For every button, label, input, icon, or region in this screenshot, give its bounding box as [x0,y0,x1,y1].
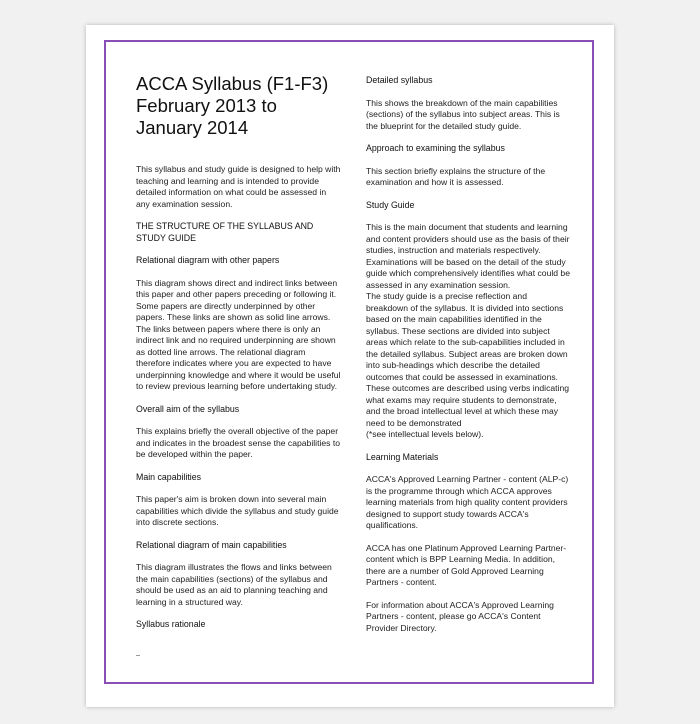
stray-mark [136,655,140,656]
paragraph-approach: This section briefly explains the structure of the examination and how it is assessed. [366,165,546,187]
intro-paragraph: This syllabus and study guide is designed to help with teaching and learning and is intended to provide detailed information on what could be assessed in any examination session. [136,164,341,209]
heading-study-guide: Study Guide [366,199,415,210]
heading-structure: THE STRUCTURE OF THE SYLLABUS AND STUDY GUIDE [136,221,314,243]
paragraph-detailed-syllabus: This shows the breakdown of the main capabilities (sections) of the syllabus into subject areas. This is the blueprint for the detailed study guide. [366,97,560,131]
left-column [136,73,341,642]
heading-relational-diagram-capabilities: Relational diagram of main capabilities [136,539,287,550]
paragraph-alp-c: ACCA's Approved Learning Partner - content (ALP-c) is the programme through which ACCA approves learning materials from high quality content providers designed to support study towards ACCA's qualifications. [366,474,569,530]
paragraph-platinum-partner: ACCA has one Platinum Approved Learning Partner- content which is BPP Learning Media. In addition, there are a number of Gold Approved Learning Partners - content. [366,542,567,587]
heading-syllabus-rationale: Syllabus rationale [136,619,206,629]
heading-main-capabilities: Main capabilities [136,471,202,482]
paragraph-study-guide: This is the main document that students and learning and content providers should use as the basis of their studies, instruction and materials respectively. Examinations will be based on the detail of the study guide which comprehensively identifies what could be assessed in any examination session. The study guide is a precise reflection and breakdown of the syllabus. It is divided into sections based on the main capabilities identified in the syllabus. These sections are divided into subject areas which relate to the sub-capabilities included in the detailed syllabus. Subject areas are broken down into sub-headings which describe the detailed outcomes that could be assessed in examinations. These outcomes are described using verbs indicating what exams may require students to demonstrate, and the broad intellectual level at which these may need to be demonstrated (*see intellectual levels below). [366,222,570,439]
document-title: ACCA Syllabus (F1-F3) February 2013 to January 2014 [136,73,329,138]
heading-relational-diagram-papers: Relational diagram with other papers [136,255,280,265]
heading-learning-materials: Learning Materials [366,451,439,462]
paragraph-main-capabilities: This paper's aim is broken down into several main capabilities which divide the syllabus and study guide into discrete sections. [136,494,339,527]
paragraph-directory-info: For information about ACCA's Approved Learning Partners - content, please go ACCA's Content Provider Directory. [366,599,554,633]
heading-approach: Approach to examining the syllabus [366,143,505,153]
heading-overall-aim: Overall aim of the syllabus [136,403,240,414]
right-column [366,75,571,645]
paragraph-overall-aim: This explains briefly the overall objective of the paper and indicates in the broadest sense the capabilities to be developed within the paper. [136,426,340,459]
paragraph-relational-diagram-papers: This diagram shows direct and indirect links between this paper and other papers preceding or following it. Some papers are directly underpinned by other papers. These links are shown as solid line arrows. The links between papers where there is only an indirect link and no required underpinning are shown as dotted line arrows. The relational diagram therefore indicates where you are expected to have underpinning knowledge and where it would be useful to review previous learning before undertaking study. [136,277,341,391]
paragraph-relational-diagram-capabilities: This diagram illustrates the flows and links between the main capabilities (sections) of the syllabus and should be used as an aid to planning teaching and learning in a structured way. [136,562,332,607]
heading-detailed-syllabus: Detailed syllabus [366,75,433,85]
